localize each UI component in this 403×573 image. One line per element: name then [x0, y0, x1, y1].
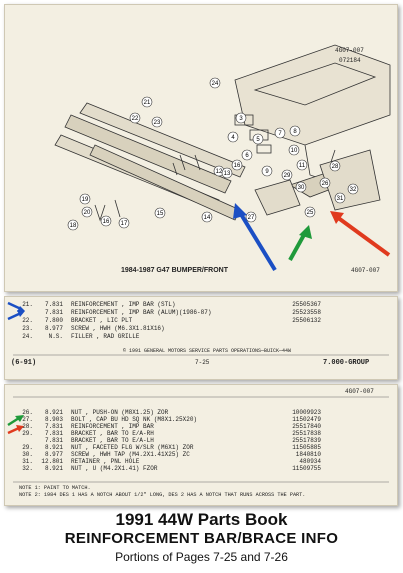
callout-29 — [282, 170, 292, 180]
svg-text:20: 20 — [83, 210, 91, 216]
green-arrow — [290, 225, 312, 260]
page-reference: Portions of Pages 7-25 and 7-26 — [115, 550, 288, 564]
ref-code-top: 4G07-007 — [335, 47, 364, 54]
svg-text:19: 19 — [81, 197, 89, 203]
svg-text:25: 25 — [306, 210, 314, 216]
table-row: 30. 8.977 SCREW , HWH TAP (M4.2X1.41X25) ZC 1840810 — [22, 451, 321, 458]
callout-19 — [80, 194, 90, 204]
ref-date-top: 072184 — [339, 57, 361, 64]
callout-25 — [305, 207, 315, 217]
note-2: NOTE 2: 1984 DES 1 HAS A NOTCH ABOUT 1/2" LONG, DES 2 HAS A NOTCH THAT RUNS ACROSS THE PART. — [19, 492, 306, 498]
callout-13 — [222, 168, 232, 178]
svg-text:16: 16 — [233, 163, 241, 169]
copyright-line: © 1991 GENERAL MOTORS SERVICE PARTS OPERATIONS—BUICK—44W — [123, 348, 292, 354]
callout-14 — [202, 212, 212, 222]
callout-22 — [130, 113, 140, 123]
table-row: 23. 8.977 SCREW , HWH (M6.3X1.81X16) — [22, 325, 165, 332]
svg-text:24: 24 — [211, 81, 219, 87]
callout-30 — [296, 182, 306, 192]
svg-text:21: 21 — [143, 100, 151, 106]
callout-9 — [262, 166, 272, 176]
svg-text:7: 7 — [278, 131, 282, 137]
svg-text:27: 27 — [247, 215, 255, 221]
callout-6 — [242, 150, 252, 160]
svg-text:15: 15 — [156, 211, 164, 217]
svg-text:31: 31 — [336, 196, 344, 202]
svg-text:11: 11 — [298, 163, 306, 169]
svg-text:12: 12 — [215, 169, 223, 175]
callout-20 — [82, 207, 92, 217]
callout-24 — [210, 78, 220, 88]
callout-18 — [68, 220, 78, 230]
callout-11 — [297, 160, 307, 170]
svg-text:26: 26 — [321, 181, 329, 187]
red-arrow — [330, 211, 389, 255]
table-row: 7.831 BRACKET , BAR TO E/A-LH 25517839 — [44, 437, 321, 444]
svg-text:4: 4 — [231, 135, 235, 141]
svg-text:23: 23 — [153, 120, 161, 126]
diagram-page — [4, 4, 398, 292]
svg-text:3: 3 — [239, 116, 243, 122]
footer-date: (6-91) — [11, 359, 37, 367]
svg-text:9: 9 — [265, 169, 269, 175]
callout-31 — [335, 193, 345, 203]
svg-text:32: 32 — [349, 187, 357, 193]
page-7-25 — [4, 296, 398, 380]
footer-group: 7.000-GROUP — [323, 359, 370, 367]
callout-32 — [348, 184, 358, 194]
table-row: 21. 7.831 REINFORCEMENT , IMP BAR (STL) 25505367 — [22, 301, 321, 308]
callout-5 — [253, 134, 263, 144]
table-row: 29. 8.921 NUT , FACETED FLG W/SLR (M6X1) ZOR 11505885 — [22, 444, 321, 451]
svg-text:8: 8 — [293, 129, 297, 135]
table-row: 29. 7.831 BRACKET , BAR TO E/A-RH 25517838 — [22, 430, 321, 437]
footer-page-number: 7-25 — [195, 359, 210, 366]
note-1: NOTE 1: PAINT TO MATCH. — [19, 485, 91, 491]
callout-27 — [246, 212, 256, 222]
callout-16 — [101, 216, 111, 226]
svg-text:16: 16 — [102, 219, 110, 225]
svg-text:17: 17 — [120, 221, 128, 227]
callout-28 — [330, 161, 340, 171]
svg-text:29: 29 — [283, 173, 291, 179]
callout-3 — [236, 113, 246, 123]
table-row: 27. 8.903 BOLT , CAP BU HD SQ NK (M8X1.25X20) 11502479 — [22, 416, 321, 423]
svg-text:10: 10 — [290, 148, 298, 154]
svg-text:28: 28 — [331, 164, 339, 170]
svg-text:5: 5 — [256, 137, 260, 143]
ref-code-bottom: 4G07-007 — [351, 267, 380, 274]
svg-text:14: 14 — [203, 215, 211, 221]
page-subtitle: REINFORCEMENT BAR/BRACE INFO — [64, 530, 339, 547]
callout-16b — [232, 160, 242, 170]
table-row: 24. N.S. FILLER , RAD GRILLE — [22, 333, 140, 340]
svg-text:13: 13 — [223, 171, 231, 177]
svg-text:6: 6 — [245, 153, 249, 159]
callout-8 — [290, 126, 300, 136]
callout-15 — [155, 208, 165, 218]
page-7-26-ref: 4G07-007 — [345, 388, 374, 395]
table-row: 26. 8.921 NUT , PUSH-ON (M8X1.25) ZOR 10009923 — [22, 409, 321, 416]
table-row: 31. 12.801 RETAINER , PNL HOLE 480934 — [22, 458, 321, 465]
page-title: 1991 44W Parts Book — [115, 510, 288, 529]
table-row: 7.831 REINFORCEMENT , IMP BAR (ALUM)(1986-87) 25523558 — [44, 309, 321, 316]
svg-text:18: 18 — [69, 223, 77, 229]
svg-text:22: 22 — [131, 116, 139, 122]
page-7-26 — [4, 384, 398, 506]
callout-7 — [275, 128, 285, 138]
table-row: 28. 7.831 REINFORCEMENT , IMP BAR 25517840 — [22, 423, 321, 430]
svg-text:30: 30 — [297, 185, 305, 191]
table-row: 32. 8.921 NUT , U (M4.2X1.41) FZOR 11509755 — [22, 465, 321, 472]
callout-17 — [119, 218, 129, 228]
callout-4 — [228, 132, 238, 142]
diagram-caption: 1984-1987 G47 BUMPER/FRONT — [121, 267, 228, 274]
callout-21 — [142, 97, 152, 107]
callout-10 — [289, 145, 299, 155]
table-row: 22. 7.800 BRACKET , LIC PLT 25506132 — [22, 317, 321, 324]
callout-26 — [320, 178, 330, 188]
callout-23 — [152, 117, 162, 127]
